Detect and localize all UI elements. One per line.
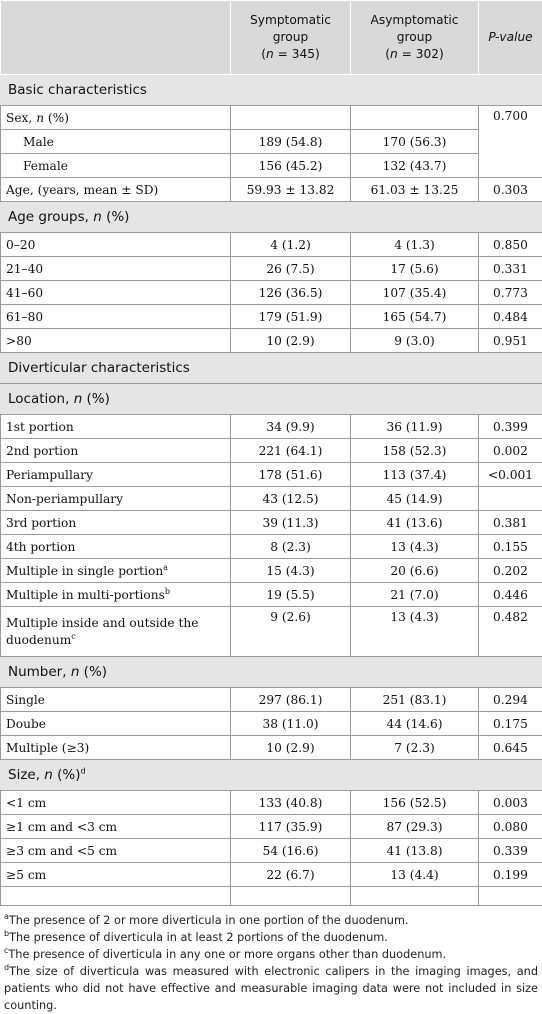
cell-symptomatic: 26 (7.5) <box>231 257 351 281</box>
row-label: ≥5 cm <box>1 863 231 887</box>
section-diverticular <box>1 353 542 384</box>
cell-pvalue: 0.303 <box>479 178 542 202</box>
cell-asymptomatic: 87 (29.3) <box>351 815 479 839</box>
cell-symptomatic: 4 (1.2) <box>231 233 351 257</box>
cell-asymptomatic: 165 (54.7) <box>351 305 479 329</box>
cell-asymptomatic: 9 (3.0) <box>351 329 479 353</box>
header-symptomatic: Symptomatic group (n = 345) <box>231 1 351 75</box>
section-basic <box>1 75 542 106</box>
cell-empty <box>351 106 479 130</box>
header-empty <box>1 1 231 75</box>
table-row <box>1 736 542 760</box>
header-asymptomatic: Asymptomatic group (n = 302) <box>351 1 479 75</box>
row-label: 3rd portion <box>1 511 231 535</box>
table-row <box>1 791 542 815</box>
cell-pvalue: 0.331 <box>479 257 542 281</box>
cell-symptomatic: 38 (11.0) <box>231 712 351 736</box>
row-label: ≥3 cm and <5 cm <box>1 839 231 863</box>
cell-pvalue: 0.645 <box>479 736 542 760</box>
cell-pvalue: 0.773 <box>479 281 542 305</box>
cell-symptomatic: 43 (12.5) <box>231 487 351 511</box>
table-row <box>1 439 542 463</box>
cell-symptomatic: 8 (2.3) <box>231 535 351 559</box>
table-row <box>1 712 542 736</box>
row-label: <1 cm <box>1 791 231 815</box>
cell-pvalue: 0.399 <box>479 415 542 439</box>
cell-pvalue: 0.155 <box>479 535 542 559</box>
row-label: 1st portion <box>1 415 231 439</box>
footnote-b: $^b$The presence of diverticula in at least 2 portions of the duodenum. <box>4 929 538 946</box>
footnote-a: $^a$The presence of 2 or more diverticula in one portion of the duodenum. <box>4 912 538 929</box>
row-label: Non-periampullary <box>1 487 231 511</box>
cell-symptomatic: 59.93 ± 13.82 <box>231 178 351 202</box>
cell-asymptomatic: 61.03 ± 13.25 <box>351 178 479 202</box>
cell-asymptomatic: 36 (11.9) <box>351 415 479 439</box>
cell-symptomatic: 297 (86.1) <box>231 688 351 712</box>
footnotes <box>0 906 542 1014</box>
table-row <box>1 257 542 281</box>
cell-asymptomatic: 170 (56.3) <box>351 130 479 154</box>
row-label: Multiple (≥3) <box>1 736 231 760</box>
row-label: 0–20 <box>1 233 231 257</box>
cell-pvalue: 0.700 <box>479 106 542 178</box>
table-row <box>1 559 542 583</box>
table-row <box>1 130 542 154</box>
cell-symptomatic: 10 (2.9) <box>231 329 351 353</box>
row-label: Doube <box>1 712 231 736</box>
cell-pvalue: 0.484 <box>479 305 542 329</box>
row-label: 2nd portion <box>1 439 231 463</box>
section-title: Number, n (%) <box>1 657 542 688</box>
cell-asymptomatic: 41 (13.6) <box>351 511 479 535</box>
table-row <box>1 463 542 487</box>
cell-pvalue: <0.001 <box>479 463 542 487</box>
cell-symptomatic: 39 (11.3) <box>231 511 351 535</box>
cell-empty <box>231 106 351 130</box>
cell-pvalue <box>479 487 542 511</box>
cell-pvalue: 0.294 <box>479 688 542 712</box>
table-row <box>1 178 542 202</box>
row-label: Male <box>1 130 231 154</box>
table-row <box>1 281 542 305</box>
cell-asymptomatic: 45 (14.9) <box>351 487 479 511</box>
row-label: Multiple in single portion$^a$ <box>1 559 231 583</box>
cell-pvalue: 0.850 <box>479 233 542 257</box>
row-label: 21–40 <box>1 257 231 281</box>
section-title: Diverticular characteristics <box>1 353 542 384</box>
cell-pvalue: 0.446 <box>479 583 542 607</box>
table-row <box>1 511 542 535</box>
cell-symptomatic: 189 (54.8) <box>231 130 351 154</box>
row-label: 61–80 <box>1 305 231 329</box>
table-row <box>1 154 542 178</box>
cell-symptomatic: 133 (40.8) <box>231 791 351 815</box>
row-label: Female <box>1 154 231 178</box>
cell-pvalue: 0.080 <box>479 815 542 839</box>
cell-symptomatic: 179 (51.9) <box>231 305 351 329</box>
table-row <box>1 415 542 439</box>
row-label: Periampullary <box>1 463 231 487</box>
table-row <box>1 863 542 887</box>
cell-symptomatic: 9 (2.6) <box>231 607 351 657</box>
cell-asymptomatic: 7 (2.3) <box>351 736 479 760</box>
cell-asymptomatic: 41 (13.8) <box>351 839 479 863</box>
table-row <box>1 583 542 607</box>
cell-symptomatic: 10 (2.9) <box>231 736 351 760</box>
table-row <box>1 607 542 657</box>
cell-asymptomatic: 21 (7.0) <box>351 583 479 607</box>
cell-asymptomatic: 132 (43.7) <box>351 154 479 178</box>
table-row <box>1 487 542 511</box>
cell-asymptomatic: 44 (14.6) <box>351 712 479 736</box>
cell-asymptomatic: 4 (1.3) <box>351 233 479 257</box>
cell-pvalue: 0.003 <box>479 791 542 815</box>
cell-symptomatic: 34 (9.9) <box>231 415 351 439</box>
cell-symptomatic: 221 (64.1) <box>231 439 351 463</box>
cell-pvalue: 0.202 <box>479 559 542 583</box>
table-row <box>1 329 542 353</box>
section-title: Basic characteristics <box>1 75 542 106</box>
cell-asymptomatic: 113 (37.4) <box>351 463 479 487</box>
cell-empty <box>479 887 542 906</box>
cell-empty <box>1 887 231 906</box>
row-label: >80 <box>1 329 231 353</box>
cell-pvalue: 0.199 <box>479 863 542 887</box>
cell-pvalue: 0.482 <box>479 607 542 657</box>
cell-symptomatic: 117 (35.9) <box>231 815 351 839</box>
section-size <box>1 760 542 791</box>
cell-pvalue: 0.381 <box>479 511 542 535</box>
table-row <box>1 233 542 257</box>
cell-asymptomatic: 20 (6.6) <box>351 559 479 583</box>
table-row <box>1 106 542 130</box>
cell-symptomatic: 156 (45.2) <box>231 154 351 178</box>
footnote-c: $^c$The presence of diverticula in any one or more organs other than duodenum. <box>4 946 538 963</box>
cell-asymptomatic: 251 (83.1) <box>351 688 479 712</box>
cell-symptomatic: 126 (36.5) <box>231 281 351 305</box>
section-number <box>1 657 542 688</box>
row-label: 4th portion <box>1 535 231 559</box>
table-row <box>1 305 542 329</box>
cell-symptomatic: 22 (6.7) <box>231 863 351 887</box>
row-label: Sex, n (%) <box>1 106 231 130</box>
header-row <box>1 1 542 75</box>
cell-asymptomatic: 107 (35.4) <box>351 281 479 305</box>
cell-pvalue: 0.002 <box>479 439 542 463</box>
section-age-groups <box>1 202 542 233</box>
cell-asymptomatic: 13 (4.4) <box>351 863 479 887</box>
section-title: Age groups, n (%) <box>1 202 542 233</box>
row-label: Multiple in multi-portions$^b$ <box>1 583 231 607</box>
section-location <box>1 384 542 415</box>
cell-empty <box>231 887 351 906</box>
cell-symptomatic: 54 (16.6) <box>231 839 351 863</box>
table-row <box>1 535 542 559</box>
row-label: Multiple inside and outside the duodenum$^c$ <box>1 607 231 657</box>
cell-asymptomatic: 13 (4.3) <box>351 607 479 657</box>
cell-asymptomatic: 13 (4.3) <box>351 535 479 559</box>
table-row <box>1 688 542 712</box>
row-label: Single <box>1 688 231 712</box>
section-title: Location, n (%) <box>1 384 542 415</box>
cell-pvalue: 0.339 <box>479 839 542 863</box>
table-row-blank <box>1 887 542 906</box>
section-title: Size, n (%)$^d$ <box>1 760 542 791</box>
cell-symptomatic: 15 (4.3) <box>231 559 351 583</box>
cell-empty <box>351 887 479 906</box>
cell-symptomatic: 178 (51.6) <box>231 463 351 487</box>
cell-asymptomatic: 17 (5.6) <box>351 257 479 281</box>
cell-pvalue: 0.951 <box>479 329 542 353</box>
header-pvalue: P-value <box>479 1 542 75</box>
cell-asymptomatic: 156 (52.5) <box>351 791 479 815</box>
cell-symptomatic: 19 (5.5) <box>231 583 351 607</box>
row-label: Age, (years, mean ± SD) <box>1 178 231 202</box>
table-row <box>1 839 542 863</box>
footnote-d: $^d$The size of diverticula was measured with electronic calipers in the imaging images, and patients who did not have effective and measurable imaging data were not included in size counting. <box>4 963 538 1014</box>
row-label: 41–60 <box>1 281 231 305</box>
row-label: ≥1 cm and <3 cm <box>1 815 231 839</box>
table-row <box>1 815 542 839</box>
cell-pvalue: 0.175 <box>479 712 542 736</box>
cell-asymptomatic: 158 (52.3) <box>351 439 479 463</box>
